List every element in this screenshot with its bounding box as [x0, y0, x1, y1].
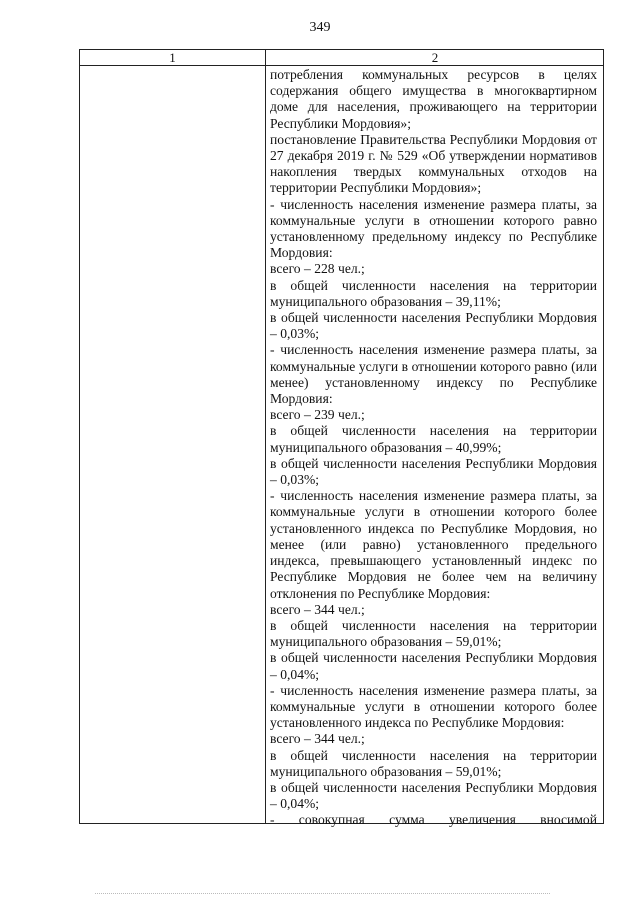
paragraph: в общей численности населения Республики Мордовия – 0,03%;	[270, 310, 597, 342]
paragraph: в общей численности населения на территории муниципального образования – 59,01%;	[270, 747, 597, 779]
paragraph: в общей численности населения на территории муниципального образования – 59,01%;	[270, 617, 597, 650]
paragraph: в общей численности населения Республики Мордовия – 0,03%;	[270, 455, 597, 488]
scan-artifact-line	[95, 893, 550, 894]
paragraph: - численность населения изменение размера платы, за коммунальные услуги в отношении которого равно установленному предельному индексу по Республике Мордовия:	[270, 196, 597, 261]
document-table	[79, 49, 604, 828]
paragraph: постановление Правительства Республики Мордовия от 27 декабря 2019 г. № 529 «Об утверждении нормативов накопления твердых коммунальных отходов на территории Республики Мордовия»;	[270, 131, 597, 196]
table-cell-column-2	[270, 67, 597, 829]
column-header-1: 1	[169, 50, 176, 65]
paragraph: в общей численности населения Республики Мордовия – 0,04%;	[270, 650, 597, 682]
paragraph: потребления коммунальных ресурсов в целях содержания общего имущества в многоквартирном доме для населения, проживающего на территории Республики Мордовия»;	[270, 67, 597, 131]
paragraph: в общей численности населения на территории муниципального образования – 40,99%;	[270, 423, 597, 455]
page-number: 349	[309, 20, 331, 35]
paragraph: - совокупная сумма увеличения вносимой	[270, 812, 597, 828]
table-header-row	[80, 50, 603, 66]
paragraph: всего – 344 чел.;	[270, 731, 365, 747]
paragraph: всего – 344 чел.;	[270, 601, 365, 617]
paragraph: в общей численности населения Республики Мордовия – 0,04%;	[270, 779, 597, 812]
paragraph: в общей численности населения на территории муниципального образования – 39,11%;	[270, 277, 597, 309]
column-divider	[265, 50, 266, 823]
paragraph: всего – 228 чел.;	[270, 261, 365, 277]
column-header-2: 2	[431, 50, 439, 65]
paragraph: всего – 239 чел.;	[270, 407, 365, 423]
paragraph: - численность населения изменение размера платы, за коммунальные услуги в отношении которого равно (или менее) установленному индексу по Республике Мордовия:	[270, 342, 597, 407]
paragraph: - численность населения изменение размера платы, за коммунальные услуги в отношении которого более установленного индекса по Республике Мордовия:	[270, 682, 597, 731]
paragraph: - численность населения изменение размера платы, за коммунальные услуги в отношении которого более установленного индекса по Республике Мордовия, но менее (или равно) установленного предельного индекса, превышающего установленный индекс по Республике Мордовия не более чем на величину отклонения по Республике Мордовия:	[270, 488, 597, 601]
